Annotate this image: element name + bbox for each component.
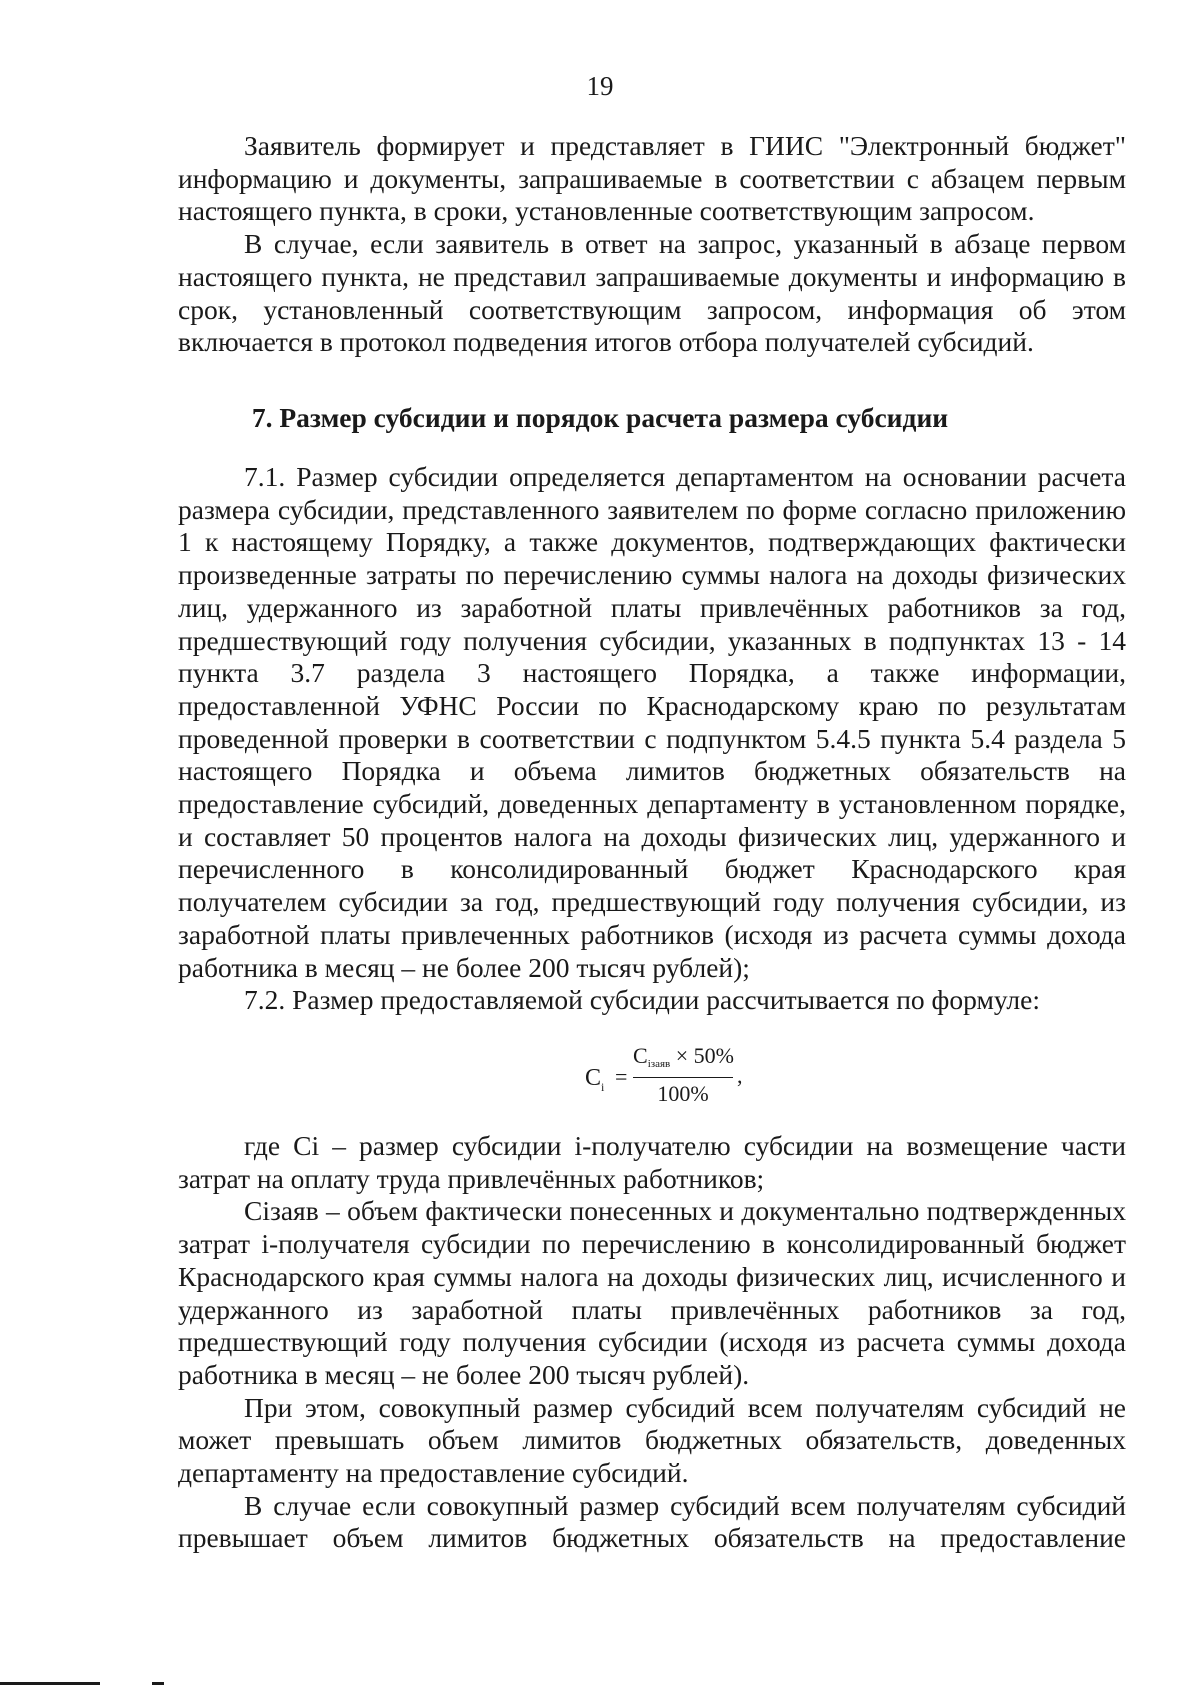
paragraph: В случае, если заявитель в ответ на запрос, указанный в абзаце первом настоящего пункта, не представил запрашиваемые документы и информацию в срок, установленный соответствующим запросом, информация об этом включается в протокол подведения итогов отбора получателей субсидий. bbox=[178, 228, 1126, 358]
formula-numerator: $C_{iзаяв} \times 50\%$ bbox=[633, 1043, 734, 1070]
footer-mark bbox=[152, 1682, 164, 1685]
text-block-definitions bbox=[178, 1130, 1126, 1555]
subsidy-formula bbox=[585, 1043, 775, 1113]
page-number: 19 bbox=[586, 71, 614, 101]
formula-comma: , bbox=[737, 1063, 743, 1088]
formula-fraction-bar bbox=[633, 1077, 733, 1078]
paragraph: где Ci – размер субсидии i-получателю субсидии на возмещение части затрат на оплату труда привлечённых работников; bbox=[178, 1130, 1126, 1194]
paragraph: Сiзаяв – объем фактически понесенных и документально подтвержденных затрат i-получателя субсидии по перечислению в консолидированный бюджет Краснодарского края суммы налога на доходы физических лиц, исчисленного и удержанного из заработной платы привлечённых работников за год, предшествующий году получения субсидии (исходя из расчета суммы дохода работника в месяц – не более 200 тысяч рублей). bbox=[178, 1195, 1126, 1390]
formula-denominator: 100% bbox=[657, 1081, 709, 1106]
formula-equals: = bbox=[615, 1064, 628, 1089]
paragraph: В случае если совокупный размер субсидий всем получателям субсидий превышает объем лимитов бюджетных обязательств на предоставление bbox=[178, 1489, 1126, 1554]
footer-rule bbox=[0, 1682, 100, 1685]
paragraph: 7.1. Размер субсидии определяется департаментом на основании расчета размера субсидии, представленного заявителем по форме согласно приложению 1 к настоящему Порядку, а также документов, подтверждающих фактически произведенные затраты по перечислению суммы налога на доходы физических лиц, удержанного из заработной платы привлечённых работников за год, предшествующий году получения субсидии, указанных в подпунктах 13 - 14 пункта 3.7 раздела 3 настоящего Порядка, а также информации, предоставленной УФНС России по Краснодарскому краю по результатам проведенной проверки в соответствии с подпунктом 5.4.5 пункта 5.4 раздела 5 настоящего Порядка и объема лимитов бюджетных обязательств на предоставление субсидий, доведенных департаменту в установленном порядке, и составляет 50 процентов налога на доходы физических лиц, удержанного и перечисленного в консолидированный бюджет Краснодарского края получателем субсидии за год, предшествующий году получения субсидии, из заработной платы привлеченных работников (исходя из расчета суммы дохода работника в месяц – не более 200 тысяч рублей); bbox=[178, 461, 1126, 983]
paragraph: При этом, совокупный размер субсидий всем получателям субсидий не может превышать объем лимитов бюджетных обязательств, доведенных департаменту на предоставление субсидий. bbox=[178, 1391, 1126, 1489]
paragraph: 7.2. Размер предоставляемой субсидии рассчитывается по формуле: bbox=[244, 984, 1040, 1016]
text-block-section bbox=[178, 461, 1126, 1017]
section-heading: 7. Размер субсидии и порядок расчета размера субсидии bbox=[251, 402, 949, 433]
formula-lhs: $C_i$ bbox=[585, 1065, 605, 1094]
text-block-intro bbox=[178, 130, 1126, 359]
paragraph: Заявитель формирует и представляет в ГИИС "Электронный бюджет" информацию и документы, запрашиваемые в соответствии с абзацем первым настоящего пункта, в сроки, установленные соответствующим запросом. bbox=[178, 130, 1126, 227]
